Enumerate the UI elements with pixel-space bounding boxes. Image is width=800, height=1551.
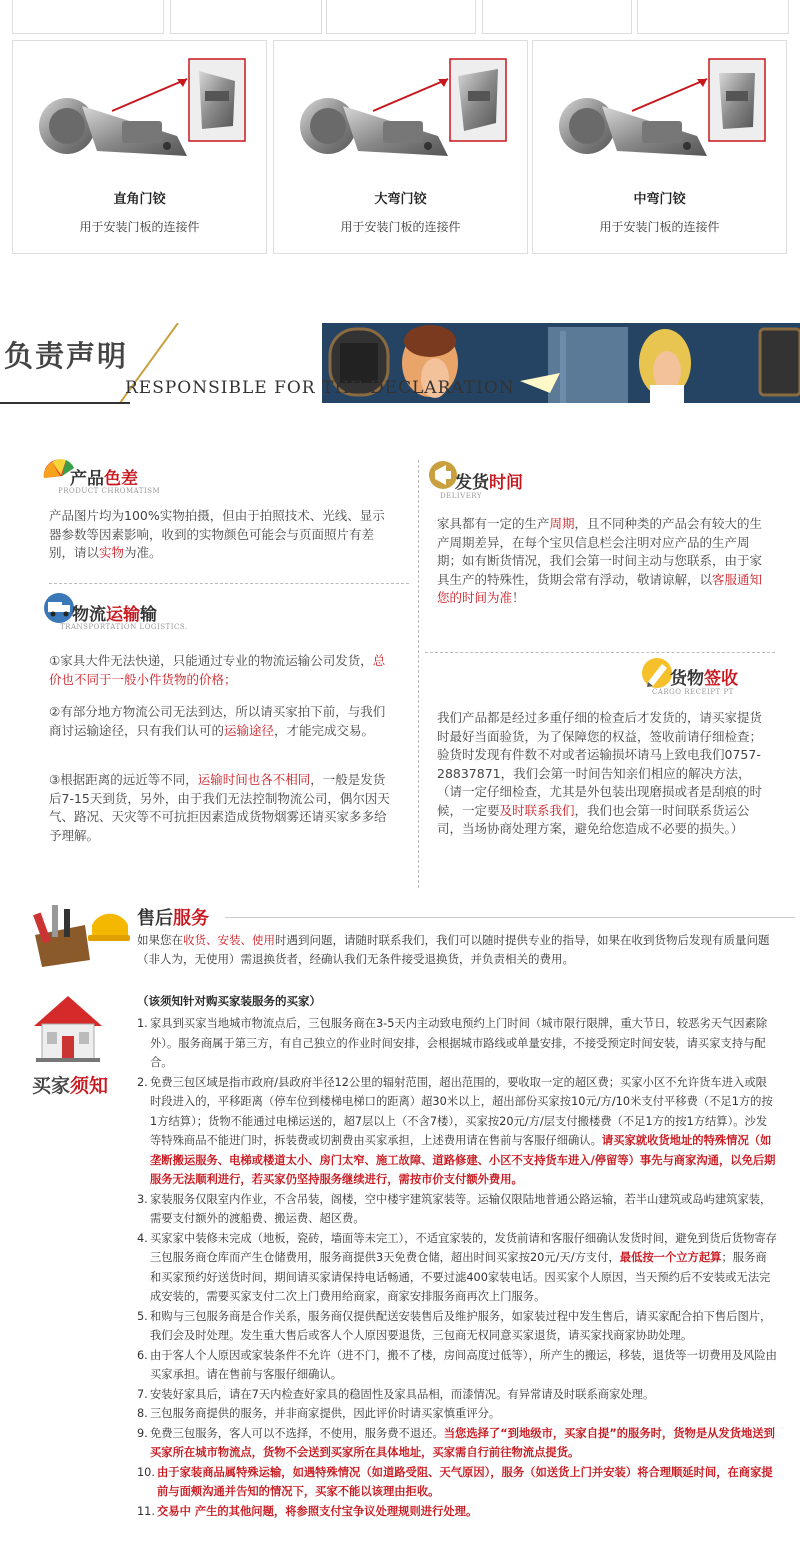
list-item: 10. 由于家装商品属特殊运输，如遇特殊情况（如道路受阻、天气原因），服务（如送货上门并安装）将合理顺延时间，在商家提前与面颊沟通并告知的情况下，买家不能以该理由拒收。 xyxy=(137,1465,773,1498)
receipt-text: 我们产品都是经过多重仔细的检查后才发货的，请买家提货时最好当面验货，为了保障您的权益，签收前请仔细检查；验货时发现有件数不对或者运输损坏请马上致电我们0757-28837871，我们会第一时间告知亲们相应的解决方法，（请一定仔细检查，尤其是外包装出现磨损或者是刮痕的时候，一定要及时联系我们，我们也会第一时间联系货运公司，当场协商处理方案，避免给您造成不必要的损失。） xyxy=(437,710,763,836)
divider xyxy=(49,583,409,584)
product-title: 直角门铰 xyxy=(113,192,166,207)
product-card[interactable] xyxy=(273,40,528,254)
product-title: 大弯门铰 xyxy=(374,192,427,207)
logistics-en: TRANSPORTATION LOGISTICS. xyxy=(60,623,188,631)
color-diff-en: PRODUCT CHROMATISM xyxy=(58,487,161,495)
list-item: 8. 三包服务商提供的服务，并非商家提供，因此评价时请买家慎重评分。 xyxy=(137,1407,501,1420)
list-item: 1. 家具到买家当地城市物流点后，三包服务商在3-5天内主动致电预约上门时间（城市限行限牌，重大节日，较恶劣天气因素除外）。服务商属于第三方，有自己独立的作业时间安排，会根据城市路线或单量安排，不接受预定时间安装，请买家支持与配合。 xyxy=(137,1017,768,1069)
delivery-en: DELIVERY xyxy=(440,492,482,500)
after-sales-text: 如果您在收货、安装、使用时遇到问题，请随时联系我们，我们可以随时提供专业的指导，如果在收到货物后发现有质量问题（非人为，无使用）需退换货者，经确认我们无条件接受退换货，并负责相关的费用。 xyxy=(137,933,770,966)
logistics-title: 物流运输输 xyxy=(72,605,157,625)
delivery-text: 家具都有一定的生产周期，且不同种类的产品会有较大的生产周期差异，在每个宝贝信息栏会注明对应产品的生产周期；如有断货情况，我们会第一时间主动与您联系，由于家具生产的特殊性，货期会常有浮动，敬请谅解，以客服通知您的时间为准！ xyxy=(437,516,763,605)
column-divider xyxy=(418,460,419,888)
product-title: 中弯门铰 xyxy=(633,192,686,207)
color-diff-text: 产品图片均为100%实物拍摄，但由于拍照技术、光线、显示器参数等因素影响，收到的实物颜色可能会与页面照片有差别，请以实物为准。 xyxy=(49,508,385,560)
top-thumb-1[interactable] xyxy=(12,0,164,34)
top-thumb-4[interactable] xyxy=(482,0,632,34)
divider xyxy=(225,917,795,918)
product-card[interactable] xyxy=(12,40,267,254)
logistics-p3: ③根据距离的远近等不同，运输时间也各不相同，一般是发货后7-15天到货，另外，由于我们无法控制物流公司，偶尔因天气、路况、天灾等不可抗拒因素造成货物烟雾还请买家多多给予理解。 xyxy=(49,772,390,843)
list-item: 4. 买家家中装修未完成（地板，瓷砖，墙面等未完工），不适宜家装的，发货前请和客服仔细确认发货时间，避免到货后货物寄存三包服务商仓库而产生仓储费用，服务商提供3天免费仓储，超出时间买家按20元/天/方支付，最低按一个立方起算；服务商和买家预约好送货时间，期间请买家请保持电话畅通，不要过滤400家装电话。因买家个人原因，当天预约后不安装或无法完成安装的，需要买家支付二次上门费用给商家，商家安排服务商再次上门服务。 xyxy=(137,1231,777,1303)
color-diff-title: 产品色差 xyxy=(70,469,138,489)
logistics-p2: ②有部分地方物流公司无法到达，所以请买家拍下前，与我们商讨运输途径，只有我们认可的运输途径，才能完成交易。 xyxy=(49,704,386,738)
notice-list xyxy=(137,1014,777,1521)
receipt-en: CARGO RECEIPT PT xyxy=(652,688,734,696)
megaphone-icon xyxy=(428,459,458,491)
list-item: 9. 免费三包服务，客人可以不选择，不使用，服务费不退还。当您选择了“到地级市，买家自提”的服务时，货物是从发货地送到买家所在城市物流点，货物不会送到买家所在具体地址，买家需自行前往物流点提货。 xyxy=(137,1426,775,1459)
top-thumb-2[interactable] xyxy=(170,0,322,34)
hinge-photo xyxy=(547,51,772,176)
hinge-photo xyxy=(288,51,513,176)
hinge-photo xyxy=(27,51,252,176)
product-desc: 用于安装门板的连接件 xyxy=(599,220,720,234)
divider xyxy=(425,652,775,653)
product-desc: 用于安装门板的连接件 xyxy=(79,220,200,234)
notice-heading: （该须知针对购买家装服务的买家） xyxy=(137,994,321,1008)
receipt-title: 货物签收 xyxy=(670,669,738,689)
list-item: 11. 交易中 产生的其他问题，将参照支付宝争议处理规则进行处理。 xyxy=(137,1504,478,1518)
banner-title: 负责声明 xyxy=(4,339,129,373)
product-desc: 用于安装门板的连接件 xyxy=(340,220,461,234)
logistics-p1: ①家具大件无法快递，只能通过专业的物流运输公司发货，总价也不同于一般小件货物的价格； xyxy=(49,653,386,687)
top-thumb-3[interactable] xyxy=(326,0,476,34)
tools-icon xyxy=(30,895,130,970)
top-thumb-5[interactable] xyxy=(637,0,789,34)
list-item: 7. 安装好家具后，请在7天内检查好家具的稳固性及家具品相，而漆情况。有异常请及时联系商家处理。 xyxy=(137,1387,655,1401)
pen-icon xyxy=(640,656,674,690)
buyer-notice-label: 买家须知 xyxy=(32,1075,109,1097)
list-item: 2. 免费三包区域是指市政府/县政府半径12公里的辐射范围，超出范围的，要收取一定的超区费；买家小区不允许货车进入或限时段进入的，平移距离（停车位到楼梯电梯口的距离）超30米以上，超出部份买家按10元/方/10米支付平移费（不足1方的按1方结算）；货物不能通过电梯运送的，超7层以上（不含7楼），买家按20元/方/层支付搬楼费（不足1方的按1方结算）。沙发等特殊商品不能进门时，拆装费或切割费由买家承担，上述费用请在售前与客服仔细确认。请买家就收货地址的特殊情况（如垄断搬运服务、电梯或楼道太小、房门太窄、施工故障、道路修建、小区不支持货车进入/停留等）事先与商家沟通，以免后期服务无法顺利进行，若买家仍坚持服务继续进行，需按市价支付额外费用。 xyxy=(137,1075,776,1186)
house-icon xyxy=(32,994,104,1066)
list-item: 6. 由于客人个人原因或家装条件不允许（进不门，搬不了楼，房间高度过低等），所产生的搬运，移装，退货等一切费用及风险由买家承担。请在售前与客服仔细确认。 xyxy=(137,1348,777,1381)
delivery-title: 发货时间 xyxy=(455,473,523,493)
banner-subtitle: RESPONSIBLE FOR THE DECLARATION xyxy=(125,378,515,398)
list-item: 3. 家装服务仅限室内作业，不含吊装，阁楼，空中楼宇建筑家装等。运输仅限陆地普通公路运输，若半山建筑或岛屿建筑家装，需要支付额外的渡船费、搬运费、超区费。 xyxy=(137,1192,772,1225)
product-card[interactable] xyxy=(532,40,787,254)
after-sales-title: 售后服务 xyxy=(137,908,209,929)
list-item: 5. 和购与三包服务商是合作关系，服务商仅提供配送安装售后及维护服务，如家装过程中发生售后，请买家配合拍下售后图片，我们会及时处理。发生重大售后或客人个人原因要退货，三包商无权同意买家退货，请买家找商家协助处理。 xyxy=(137,1309,772,1342)
truck-icon xyxy=(42,592,76,624)
